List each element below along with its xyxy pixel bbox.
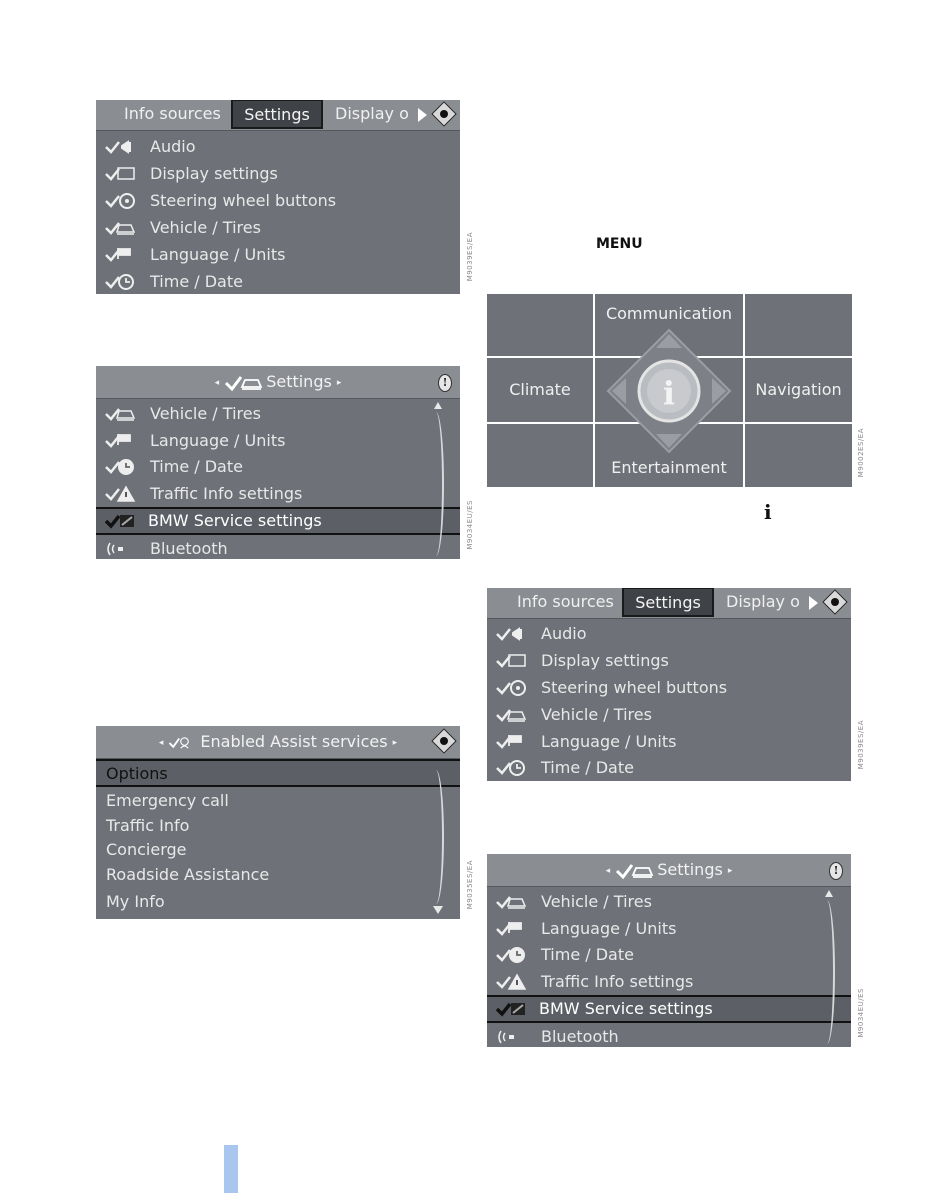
bluetooth-icon (104, 539, 138, 559)
list-item-label: Steering wheel buttons (150, 191, 337, 210)
list-item[interactable] (96, 861, 460, 888)
list-item-label: Audio (150, 137, 196, 156)
list-item-label: Vehicle / Tires (541, 892, 652, 911)
list-item-label: Traffic Info settings (150, 484, 303, 503)
figure-code: M9002ES/EA (857, 428, 865, 478)
title-left-arrow-icon: ◂ (605, 865, 611, 876)
audio-check-icon (495, 624, 529, 644)
scrollbar[interactable] (428, 770, 444, 904)
list-item[interactable] (96, 812, 460, 839)
list-item-label: Emergency call (106, 791, 229, 810)
settings-title: Settings (266, 372, 332, 391)
controller-info-icon: ! (432, 370, 456, 394)
list-item-label: Vehicle / Tires (541, 705, 652, 724)
vehicle-check-icon (495, 892, 529, 912)
list-item-label: Vehicle / Tires (150, 218, 261, 237)
scroll-up-icon[interactable] (434, 402, 442, 409)
tab-bar (487, 588, 851, 619)
navigation-label: Navigation (755, 380, 842, 399)
list-item-label: Language / Units (541, 919, 677, 938)
scroll-up-icon[interactable] (825, 890, 833, 897)
climate-label: Climate (509, 380, 571, 399)
page-edge-tab (224, 1145, 238, 1193)
list-item[interactable] (487, 701, 851, 728)
list-item[interactable] (96, 268, 460, 294)
service-check-icon (104, 511, 138, 531)
vehicle-check-icon (104, 404, 138, 424)
list-item[interactable] (487, 888, 851, 915)
vehicle-check-icon (615, 861, 655, 881)
list-item-label: Display settings (541, 651, 669, 670)
assist-title: Enabled Assist services (200, 732, 388, 751)
menu-key-label: MENU (596, 236, 643, 252)
list-item[interactable] (96, 241, 460, 268)
list-item[interactable] (96, 214, 460, 241)
tab-bar (96, 100, 460, 131)
assist-check-icon (168, 733, 198, 753)
vehicle-check-icon (495, 705, 529, 725)
list-item[interactable] (487, 620, 851, 647)
tab-display[interactable]: Display o (726, 592, 800, 611)
title-left-arrow-icon: ◂ (214, 377, 220, 388)
list-item[interactable] (96, 453, 460, 480)
language-check-icon (495, 919, 529, 939)
list-item[interactable] (96, 427, 460, 454)
main-menu-corner (745, 424, 852, 487)
controller-icon (823, 590, 847, 614)
list-item[interactable] (487, 647, 851, 674)
list-item[interactable] (96, 480, 460, 507)
title-right-arrow-icon: ▸ (392, 737, 398, 748)
list-item[interactable] (487, 674, 851, 701)
list-item[interactable] (96, 535, 460, 559)
main-menu-corner (745, 294, 852, 356)
list-item-selected[interactable] (96, 759, 460, 787)
audio-check-icon (104, 137, 138, 157)
title-right-arrow-icon: ▸ (727, 865, 733, 876)
tab-settings[interactable]: Settings (231, 100, 323, 129)
figure-code: M9034EU/ES (466, 500, 474, 550)
list-item-label: Display settings (150, 164, 278, 183)
controller-icon (432, 102, 456, 126)
list-item-label: Time / Date (150, 457, 243, 476)
language-check-icon (104, 431, 138, 451)
scrollbar[interactable] (819, 900, 835, 1044)
settings-list-screen-2 (487, 854, 851, 1047)
warning-check-icon (495, 972, 529, 992)
list-item-label: Roadside Assistance (106, 865, 270, 884)
display-check-icon (495, 651, 529, 671)
list-item-label: Traffic Info settings (541, 972, 694, 991)
list-item-selected[interactable] (487, 995, 851, 1023)
assist-title-bar (96, 726, 460, 759)
list-item-label: Steering wheel buttons (541, 678, 728, 697)
tab-info-sources[interactable]: Info sources (124, 104, 221, 123)
title-left-arrow-icon: ◂ (158, 737, 164, 748)
figure-code: M9035ES/EA (466, 860, 474, 910)
steering-wheel-check-icon (104, 191, 138, 211)
list-item[interactable] (487, 728, 851, 755)
list-item-label: Time / Date (541, 758, 634, 777)
clock-check-icon (495, 758, 529, 778)
list-item-label: My Info (106, 892, 165, 911)
tab-display[interactable]: Display o (335, 104, 409, 123)
tab-scroll-right-icon[interactable] (418, 108, 427, 122)
scrollbar[interactable] (428, 412, 444, 556)
list-item-label: Options (106, 764, 168, 783)
entertainment-label: Entertainment (611, 458, 727, 477)
figure-code: M9034EU/ES (857, 988, 865, 1038)
clock-check-icon (104, 457, 138, 477)
list-item[interactable] (487, 941, 851, 968)
list-item[interactable] (487, 915, 851, 942)
main-menu-corner (487, 424, 593, 487)
list-item[interactable] (96, 187, 460, 214)
clock-check-icon (104, 272, 138, 292)
figure-code: M9039ES/EA (857, 720, 865, 770)
navigation-button[interactable] (745, 358, 852, 422)
tab-menu-screen-2 (487, 588, 851, 781)
list-item-label: Language / Units (150, 245, 286, 264)
clock-check-icon (495, 945, 529, 965)
list-item-label: Bluetooth (541, 1027, 619, 1046)
figure-code: M9039ES/EA (466, 232, 474, 282)
list-item-label: Language / Units (150, 431, 286, 450)
title-right-arrow-icon: ▸ (336, 377, 342, 388)
climate-button[interactable] (487, 358, 593, 422)
list-item[interactable] (96, 160, 460, 187)
list-item-label: Traffic Info (106, 816, 190, 835)
list-item[interactable] (487, 968, 851, 995)
communication-label: Communication (605, 304, 733, 323)
list-item[interactable] (96, 836, 460, 863)
list-item[interactable] (96, 133, 460, 160)
language-check-icon (104, 245, 138, 265)
language-check-icon (495, 732, 529, 752)
settings-title: Settings (657, 860, 723, 879)
settings-list-screen-1 (96, 366, 460, 559)
list-item[interactable] (96, 787, 460, 814)
tab-settings[interactable]: Settings (622, 588, 714, 617)
controller-icon (432, 729, 456, 753)
list-item[interactable] (487, 1023, 851, 1047)
list-item-label: BMW Service settings (148, 511, 322, 530)
steering-wheel-check-icon (495, 678, 529, 698)
list-item-label: Concierge (106, 840, 187, 859)
tab-menu-screen-1 (96, 100, 460, 294)
list-item-label: Audio (541, 624, 587, 643)
service-check-icon (495, 999, 529, 1019)
vehicle-check-icon (104, 218, 138, 238)
info-center-icon[interactable]: i (662, 374, 676, 412)
main-menu-corner (487, 294, 593, 356)
list-item-label: Vehicle / Tires (150, 404, 261, 423)
scroll-down-icon[interactable] (433, 906, 443, 914)
list-item[interactable] (96, 888, 460, 915)
vehicle-check-icon (224, 373, 264, 393)
tab-scroll-right-icon[interactable] (809, 596, 818, 610)
list-item-label: Time / Date (541, 945, 634, 964)
main-menu-screen (487, 294, 852, 487)
list-item-label: BMW Service settings (539, 999, 713, 1018)
list-item-label: Time / Date (150, 272, 243, 291)
assist-services-screen (96, 726, 460, 919)
list-item[interactable] (96, 400, 460, 427)
list-item-label: Bluetooth (150, 539, 228, 558)
tab-info-sources[interactable]: Info sources (517, 592, 614, 611)
settings-title-bar (96, 366, 460, 399)
list-item-label: Language / Units (541, 732, 677, 751)
info-symbol: i (764, 500, 772, 524)
settings-title-bar (487, 854, 851, 887)
warning-check-icon (104, 484, 138, 504)
display-check-icon (104, 164, 138, 184)
bluetooth-icon (495, 1027, 529, 1047)
list-item-selected[interactable] (96, 507, 460, 535)
list-item[interactable] (487, 754, 851, 781)
controller-info-icon: ! (823, 858, 847, 882)
